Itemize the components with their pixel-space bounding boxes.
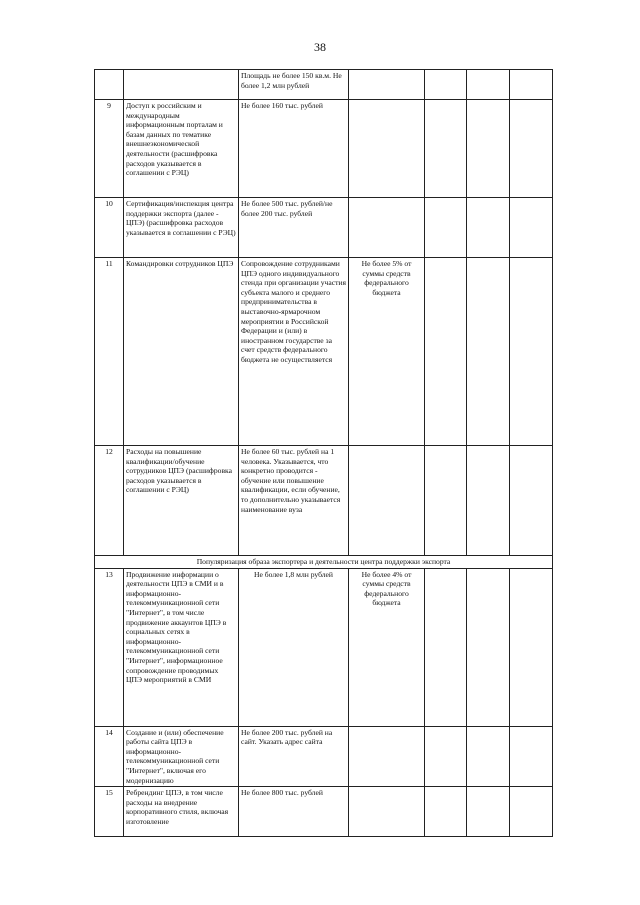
row-note: Не более 4% от суммы средств федерального бюджета — [349, 568, 425, 726]
table-row — [95, 258, 553, 446]
row-note: Не более 5% от суммы средств федерального бюджета — [349, 258, 425, 446]
row-note — [349, 787, 425, 837]
row-number: 14 — [95, 726, 124, 787]
section-title: Популяризация образа экспортера и деятельности центра поддержки экспорта — [95, 556, 553, 569]
row-name: Ребрендинг ЦПЭ, в том числе расходы на внедрение корпоративного стиля, включая изготовление — [124, 787, 239, 837]
empty-cell — [467, 787, 510, 837]
table-row — [95, 726, 553, 787]
row-name: Создание и (или) обеспечение работы сайта ЦПЭ в информационно-телекоммуникационной сети "Интернет", включая его модернизацию — [124, 726, 239, 787]
row-note — [349, 198, 425, 258]
row-limit: Площадь не более 150 кв.м. Не более 1,2 млн рублей — [239, 70, 349, 100]
row-name: Доступ к российским и международным информационным порталам и базам данных по тематике внешнеэкономической деятельности (расшифровка расходов указывается в соглашении с РЭЦ) — [124, 100, 239, 198]
empty-cell — [467, 258, 510, 446]
empty-cell — [510, 446, 553, 556]
row-name: Командировки сотрудников ЦПЭ — [124, 258, 239, 446]
row-number: 12 — [95, 446, 124, 556]
empty-cell — [467, 568, 510, 726]
row-limit: Не более 500 тыс. рублей/не более 200 тыс. рублей — [239, 198, 349, 258]
row-limit: Сопровождение сотрудниками ЦПЭ одного индивидуального стенда при организации участия субъекта малого и среднего предпринимательства в выставочно-ярмарочном мероприятии в Российской Федерации и (или) в иностранном государстве за счет средств федерального бюджета не осуществляется — [239, 258, 349, 446]
page-number: 38 — [314, 40, 326, 54]
row-number — [95, 70, 124, 100]
empty-cell — [510, 70, 553, 100]
empty-cell — [467, 446, 510, 556]
empty-cell — [510, 787, 553, 837]
section-row — [95, 556, 553, 569]
row-name: Расходы на повышение квалификации/обучение сотрудников ЦПЭ (расшифровка расходов указывается в соглашении с РЭЦ) — [124, 446, 239, 556]
row-limit: Не более 60 тыс. рублей на 1 человека. Указывается, что конкретно проводится - обучение или повышение квалификации, если обучение, то дополнительно указывается наименование вуза — [239, 446, 349, 556]
empty-cell — [425, 70, 467, 100]
empty-cell — [467, 726, 510, 787]
empty-cell — [467, 70, 510, 100]
empty-cell — [510, 198, 553, 258]
table-row — [95, 70, 553, 100]
empty-cell — [425, 198, 467, 258]
row-name: Продвижение информации о деятельности ЦПЭ в СМИ и в информационно-телекоммуникационной сети "Интернет", в том числе продвижение аккаунтов ЦПЭ в социальных сетях в информационно-телекоммуникационной сети "Интернет", информационное сопровождение проводимых ЦПЭ мероприятий в СМИ — [124, 568, 239, 726]
table-row — [95, 198, 553, 258]
row-note — [349, 70, 425, 100]
empty-cell — [510, 100, 553, 198]
table-row — [95, 787, 553, 837]
empty-cell — [467, 100, 510, 198]
row-limit: Не более 200 тыс. рублей на сайт. Указать адрес сайта — [239, 726, 349, 787]
empty-cell — [510, 258, 553, 446]
row-number: 13 — [95, 568, 124, 726]
row-note — [349, 446, 425, 556]
expense-table — [94, 69, 553, 837]
table-row — [95, 100, 553, 198]
empty-cell — [467, 198, 510, 258]
row-number: 15 — [95, 787, 124, 837]
table-row — [95, 446, 553, 556]
row-number: 10 — [95, 198, 124, 258]
row-name — [124, 70, 239, 100]
row-number: 11 — [95, 258, 124, 446]
empty-cell — [425, 100, 467, 198]
empty-cell — [425, 787, 467, 837]
empty-cell — [510, 568, 553, 726]
empty-cell — [510, 726, 553, 787]
row-limit: Не более 160 тыс. рублей — [239, 100, 349, 198]
empty-cell — [425, 258, 467, 446]
empty-cell — [425, 568, 467, 726]
row-number: 9 — [95, 100, 124, 198]
row-name: Сертификация/инспекция центра поддержки экспорта (далее - ЦПЭ) (расшифровка расходов указывается в соглашении с РЭЦ) — [124, 198, 239, 258]
row-note — [349, 726, 425, 787]
empty-cell — [425, 446, 467, 556]
row-limit: Не более 1,8 млн рублей — [239, 568, 349, 726]
empty-cell — [425, 726, 467, 787]
row-limit: Не более 800 тыс. рублей — [239, 787, 349, 837]
table-row — [95, 568, 553, 726]
row-note — [349, 100, 425, 198]
